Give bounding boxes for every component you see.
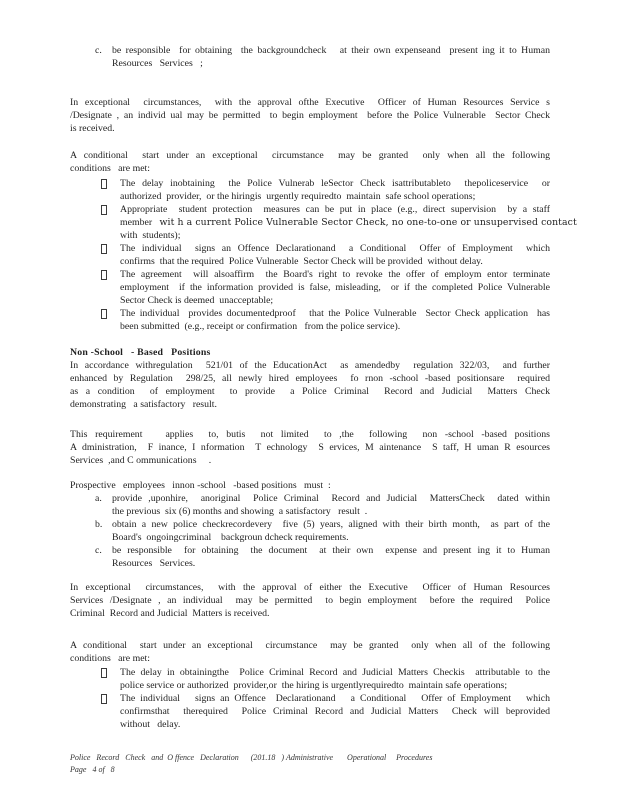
text-line <box>120 705 550 718</box>
text-line <box>120 320 550 333</box>
text-segment: conditions are met: <box>70 653 150 664</box>
item-text <box>112 44 550 70</box>
item-text <box>120 692 550 731</box>
paragraph <box>70 639 550 665</box>
text-line <box>112 492 550 505</box>
text-line <box>112 531 550 544</box>
text-line <box>70 162 550 175</box>
text-segment: employment if the information provided is false, misleading, or if the completed Police Vulnerable <box>120 282 550 293</box>
paragraph <box>70 428 550 467</box>
text-segment: confirmsthat therequired Police Criminal Record and Judicial Matters Check will beprovided <box>120 706 550 717</box>
text-segment: The individual signs an Offence Declarationand a Conditional Offer of Employment which <box>120 243 550 254</box>
text-line <box>70 96 550 109</box>
text-line <box>112 557 550 570</box>
text-line <box>70 149 550 162</box>
section-heading <box>70 346 550 359</box>
footer-page-number: Page 4 of 8 <box>70 764 115 774</box>
item-text <box>112 544 550 570</box>
text-line <box>120 666 550 679</box>
text-line <box>70 454 550 467</box>
bullet-marker <box>101 242 120 268</box>
text-segment: conditions are met: <box>70 163 150 174</box>
text-segment: as a condition of employment to provide a Police Criminal Record and Judicial Matters Check <box>70 386 550 397</box>
text-line <box>120 679 550 692</box>
text-line <box>120 216 577 229</box>
tofu-box-icon <box>101 179 107 189</box>
bullet-marker <box>101 268 120 307</box>
text-line <box>70 594 550 607</box>
bullet-item <box>101 692 550 731</box>
bullet-marker <box>101 666 120 692</box>
text-segment: Non -School - Based Positions <box>70 347 211 358</box>
text-segment: The individual signs an Offence Declarationand a Conditional Offer of Employment which <box>120 693 550 704</box>
bullet-marker <box>101 307 120 333</box>
text-segment: is received. <box>70 123 115 134</box>
text-segment: demonstrating a satisfactory result. <box>70 399 217 410</box>
text-segment: In accordance withregulation 521/01 of the EducationAct as amendedby regulation 322/03, and further <box>70 360 550 371</box>
text-line <box>70 359 550 372</box>
bullet-marker <box>101 692 120 731</box>
text-line <box>70 581 550 594</box>
bullet-item <box>101 268 550 307</box>
text-line <box>70 607 550 620</box>
list-marker: c. <box>95 545 102 556</box>
lettered-item <box>95 518 550 544</box>
list-marker: c. <box>95 45 102 56</box>
text-line <box>70 398 550 411</box>
text-line <box>120 281 550 294</box>
tofu-box-icon <box>101 244 107 254</box>
lettered-item <box>95 44 550 70</box>
text-line <box>120 718 550 731</box>
text-segment: In exceptional circumstances, with the approval of either the Executive Officer of Human Resources <box>70 582 550 593</box>
text-segment: enhanced by Regulation 298/25, all newly hired employees fo rnon -school -based positionsare required <box>70 373 550 384</box>
text-line <box>70 385 550 398</box>
item-text <box>120 177 550 203</box>
text-segment: The agreement will alsoaffirm the Board's right to revoke the offer of employm entor terminate <box>120 269 550 280</box>
text-line <box>112 44 550 57</box>
bullet-item <box>101 203 577 242</box>
tofu-box-icon <box>101 205 107 215</box>
item-text <box>120 666 550 692</box>
text-line <box>120 255 550 268</box>
text-segment: obtain a new police checkrecordevery five (5) years, aligned with their birth month, as part of the <box>112 519 550 530</box>
text-line <box>70 428 550 441</box>
text-line <box>112 57 550 70</box>
item-text <box>120 242 550 268</box>
text-line <box>70 122 550 135</box>
text-segment: confirms that the required Police Vulnerable Sector Check will be provided without delay. <box>120 256 483 267</box>
footer-doc-title: Police Record Check and O ffence Declaration (201.18 ) Administrative Operational Procedures <box>70 753 433 762</box>
text-line <box>70 652 550 665</box>
text-line <box>120 294 550 307</box>
text-segment: In exceptional circumstances, with the approval ofthe Executive Officer of Human Resources Service s <box>70 97 550 108</box>
bullet-item <box>101 242 550 268</box>
item-text <box>120 307 550 333</box>
text-segment: be responsible for obtaining the document at their own expense and present ing it to Human <box>112 545 550 556</box>
text-segment: the previous six (6) months and showing a satisfactory result . <box>112 506 368 517</box>
bullet-marker <box>101 177 120 203</box>
text-line <box>120 203 550 216</box>
bullet-item <box>101 307 550 333</box>
alt-font-text-segment: wit h a current Police Vulnerable Sector Check, no one-to-one or unsupervised contact <box>159 217 577 228</box>
text-line <box>112 518 550 531</box>
paragraph <box>70 96 550 135</box>
text-line <box>120 268 550 281</box>
text-segment: Resources Services. <box>112 558 196 569</box>
page-footer <box>70 752 560 775</box>
bullet-item <box>101 177 550 203</box>
text-segment: A conditional start under an exceptional circumstance may be granted only when all the following <box>70 150 550 161</box>
text-segment: provide ,uponhire, anoriginal Police Criminal Record and Judicial MattersCheck dated within <box>112 493 550 504</box>
text-line <box>120 229 550 242</box>
text-segment: A conditional start under an exceptional circumstance may be granted only when all of the following <box>70 640 550 651</box>
item-text <box>112 518 550 544</box>
text-segment: Sector Check is deemed unacceptable; <box>120 295 274 306</box>
text-line <box>70 346 550 359</box>
tofu-box-icon <box>101 270 107 280</box>
text-segment: /Designate , an individ ual may be permitted to begin employment before the Police Vulnerable Sector Check <box>70 110 550 121</box>
text-segment: been submitted (e.g., receipt or confirmation from the police service). <box>120 321 401 332</box>
list-marker: a. <box>95 493 102 504</box>
text-segment: with students); <box>120 230 181 241</box>
text-segment: member <box>120 217 160 228</box>
text-segment: The delay inobtaining the Police Vulnerab leSector Check isattributableto thepoliceservice or <box>120 178 550 189</box>
text-line <box>70 441 550 454</box>
list-marker: b. <box>95 519 103 530</box>
lettered-item <box>95 492 550 518</box>
document-body <box>70 44 577 731</box>
text-segment: Resources Services ; <box>112 58 203 69</box>
lettered-item <box>95 544 550 570</box>
text-line <box>70 479 550 492</box>
text-line <box>112 505 550 518</box>
text-line <box>120 177 550 190</box>
text-segment: without delay. <box>120 719 181 730</box>
item-text <box>120 203 577 242</box>
tofu-box-icon <box>101 309 107 319</box>
lettered-list <box>70 479 550 570</box>
text-segment: Board's ongoingcriminal backgroun dcheck requirements. <box>112 532 349 543</box>
bullet-list <box>70 666 550 731</box>
text-segment: be responsible for obtaining the backgroundcheck at their own expenseand present ing it to Human <box>112 45 550 56</box>
paragraph <box>70 359 550 411</box>
text-line <box>70 639 550 652</box>
item-text <box>120 268 550 307</box>
text-segment: Criminal Record and Judicial Matters is received. <box>70 608 270 619</box>
text-line <box>70 109 550 122</box>
tofu-box-icon <box>101 694 107 704</box>
paragraph <box>70 149 550 175</box>
bullet-item <box>101 666 550 692</box>
bullet-marker <box>101 203 120 242</box>
text-segment: This requirement applies to, butis not limited to ,the following non -school -based positions <box>70 429 550 440</box>
text-segment: Services ,and C ommunications . <box>70 455 212 466</box>
lettered-list <box>70 44 550 70</box>
text-segment: Prospective employees innon -school -based positions must : <box>70 480 331 491</box>
bullet-list <box>70 177 577 333</box>
text-line <box>70 372 550 385</box>
tofu-box-icon <box>101 668 107 678</box>
item-text <box>112 492 550 518</box>
text-line <box>120 190 550 203</box>
text-line <box>120 307 550 320</box>
text-segment: authorized provider, or the hiringis urgently requiredto maintain safe school operations; <box>120 191 476 202</box>
text-segment: The delay in obtainingthe Police Criminal Record and Judicial Matters Checkis attributable to the <box>120 667 550 678</box>
text-segment: The individual provides documentedproof that the Police Vulnerable Sector Check application has <box>120 308 550 319</box>
text-line <box>120 242 550 255</box>
text-segment: Services /Designate , an individual may be permitted to begin employment before the required Police <box>70 595 550 606</box>
paragraph <box>70 581 550 620</box>
text-segment: police service or authorized provider,or the hiring is urgentlyrequiredto maintain safe operations; <box>120 680 508 691</box>
text-segment: A dministration, F inance, I nformation T echnology S ervices, M aintenance S taff, H uman R esources <box>70 442 550 453</box>
text-line <box>120 692 550 705</box>
text-segment: Appropriate student protection measures can be put in place (e.g., direct supervision by a staff <box>120 204 550 215</box>
text-line <box>112 544 550 557</box>
